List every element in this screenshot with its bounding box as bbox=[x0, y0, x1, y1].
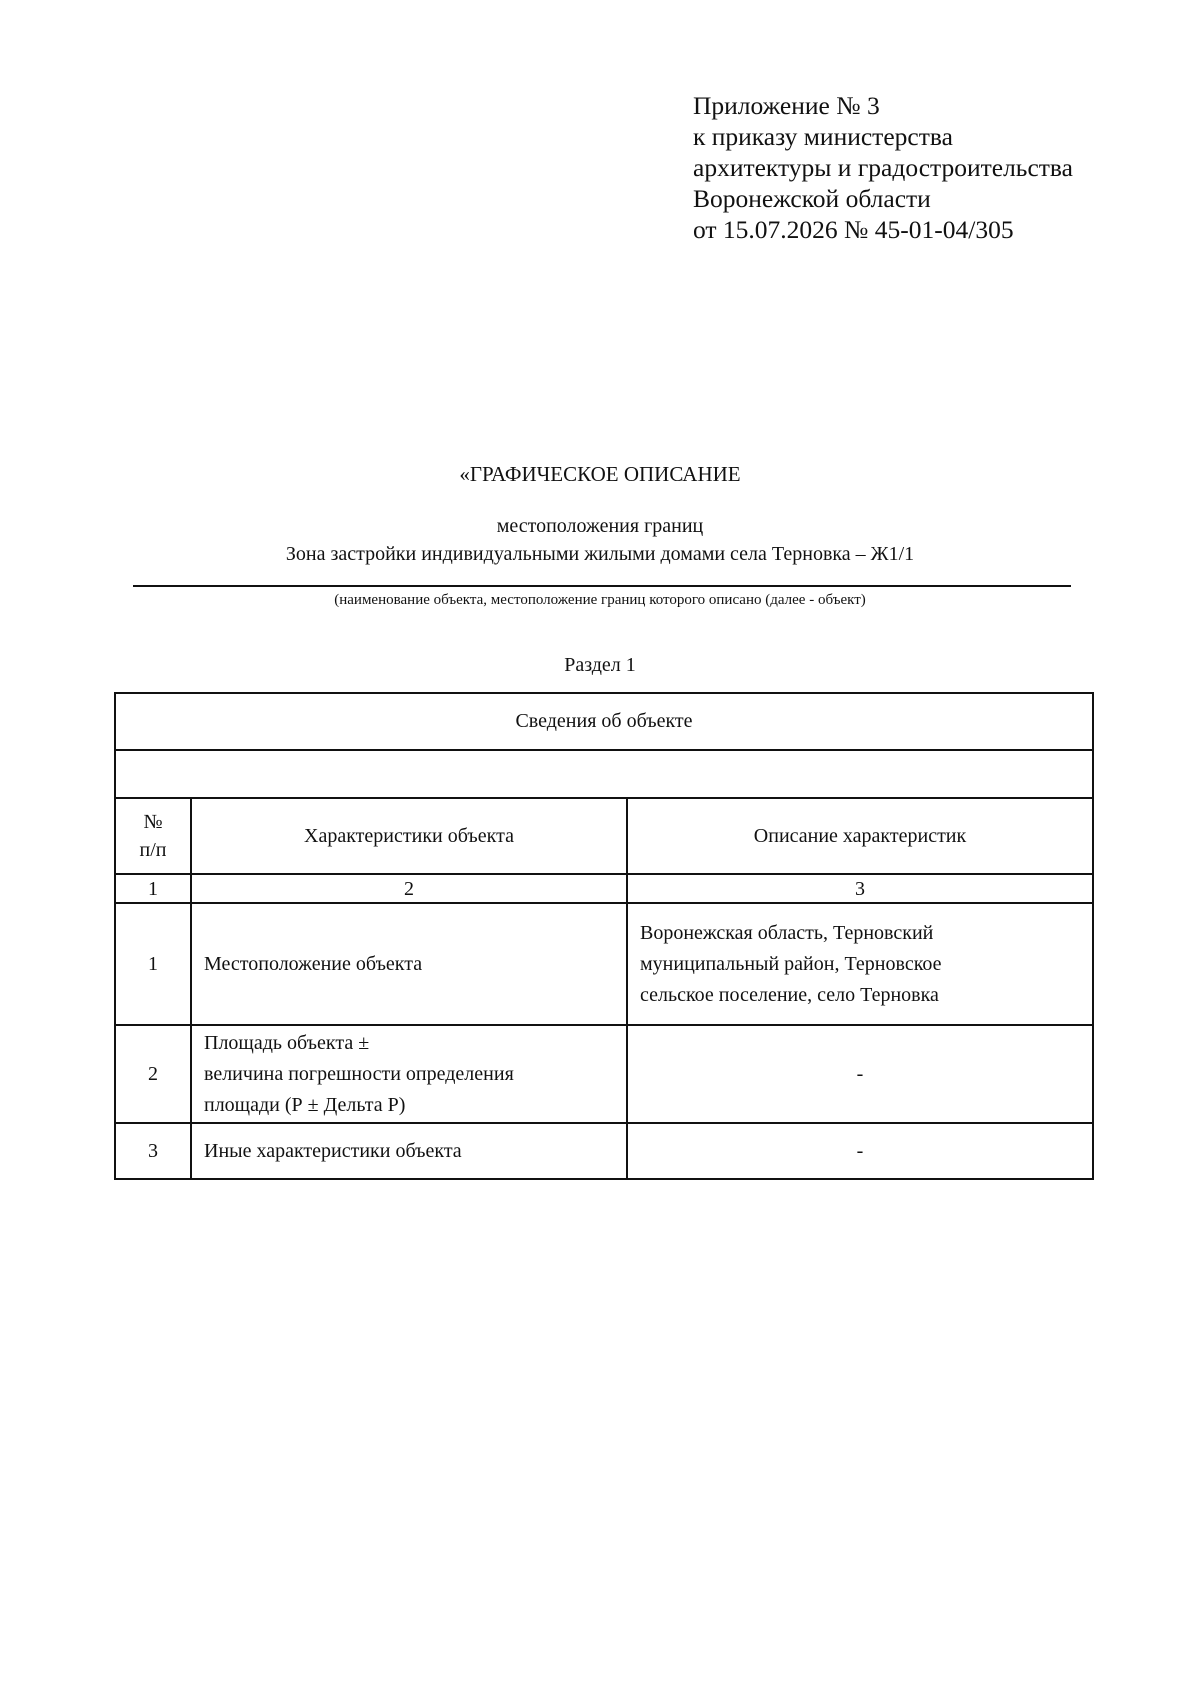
appendix-line: архитектуры и градостроительства bbox=[693, 153, 1073, 182]
section-label: Раздел 1 bbox=[564, 654, 636, 676]
column-header-description: Описание характеристик bbox=[627, 798, 1093, 874]
row-characteristic: Местоположение объекта bbox=[191, 903, 627, 1025]
appendix-line: от 15.07.2026 № 45-01-04/305 bbox=[693, 215, 1014, 244]
row-number: 1 bbox=[115, 903, 191, 1025]
row-description: - bbox=[627, 1123, 1093, 1179]
blank-cell bbox=[115, 750, 1093, 798]
table-row bbox=[115, 1025, 1093, 1123]
row-characteristic: Площадь объекта ± величина погрешности определения площади (Р ± Дельта Р) bbox=[191, 1025, 627, 1123]
appendix-line: Воронежской области bbox=[693, 184, 931, 213]
table-caption: Сведения об объекте bbox=[115, 693, 1093, 750]
object-name-underline bbox=[133, 585, 1071, 587]
table-blank-row bbox=[115, 750, 1093, 798]
object-info-table bbox=[114, 692, 1094, 1180]
column-number: 3 bbox=[627, 874, 1093, 903]
table-caption-row bbox=[115, 693, 1093, 750]
document-title: «ГРАФИЧЕСКОЕ ОПИСАНИЕ bbox=[459, 462, 741, 486]
row-description: Воронежская область, Терновский муниципальный район, Терновское сельское поселение, село Терновка bbox=[627, 903, 1093, 1025]
row-number: 2 bbox=[115, 1025, 191, 1123]
column-number: 2 bbox=[191, 874, 627, 903]
column-number: 1 bbox=[115, 874, 191, 903]
object-name-note: (наименование объекта, местоположение границ которого описано (далее - объект) bbox=[334, 592, 866, 608]
table-row bbox=[115, 903, 1093, 1025]
column-number-row bbox=[115, 874, 1093, 903]
column-header-number: № п/п bbox=[115, 798, 191, 874]
row-number: 3 bbox=[115, 1123, 191, 1179]
document-subtitle: местоположения границ bbox=[496, 515, 704, 537]
table-row bbox=[115, 1123, 1093, 1179]
appendix-line: Приложение № 3 bbox=[693, 91, 880, 120]
table-header-row bbox=[115, 798, 1093, 874]
row-description: - bbox=[627, 1025, 1093, 1123]
appendix-block bbox=[693, 90, 1073, 245]
appendix-line: к приказу министерства bbox=[693, 122, 953, 151]
object-name: Зона застройки индивидуальными жилыми домами села Терновка – Ж1/1 bbox=[285, 543, 915, 565]
row-characteristic: Иные характеристики объекта bbox=[191, 1123, 627, 1179]
column-header-characteristic: Характеристики объекта bbox=[191, 798, 627, 874]
